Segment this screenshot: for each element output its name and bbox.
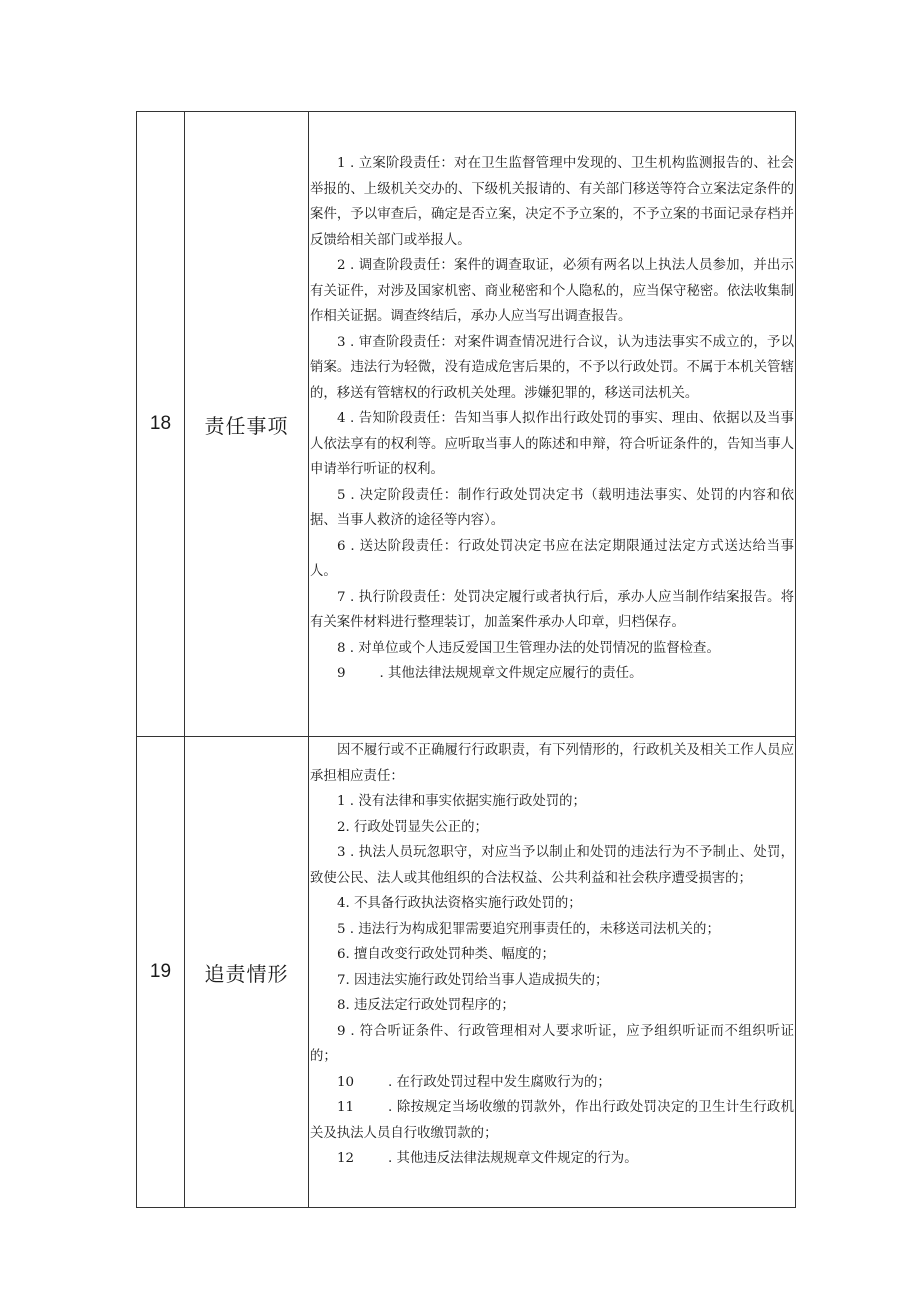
paragraph: 2. 行政处罚显失公正的； bbox=[337, 819, 488, 835]
paragraph: 因不履行或不正确履行行政职责，有下列情形的，行政机关及相关工作人员应承担相应责任： bbox=[310, 743, 794, 784]
row-title: 责任事项 bbox=[185, 112, 309, 737]
row-content bbox=[309, 112, 796, 737]
numbered-item bbox=[310, 1095, 794, 1146]
numbered-item bbox=[310, 1070, 794, 1096]
paragraph: 7 . 执行阶段责任：处罚决定履行或者执行后，承办人应当制作结案报告。将有关案件材料进行整理装订，加盖案件承办人印章，归档保存。 bbox=[310, 589, 794, 630]
paragraph: 7. 因违法实施行政处罚给当事人造成损失的； bbox=[337, 972, 609, 988]
responsibility-table bbox=[136, 111, 796, 1208]
item-number: 9 bbox=[337, 666, 346, 681]
paragraph: 4. 不具备行政执法资格实施行政处罚的； bbox=[337, 896, 582, 911]
paragraph: 1 . 立案阶段责任：对在卫生监督管理中发现的、卫生机构监测报告的、社会举报的、上级机关交办的、下级机关报请的、有关部门移送等符合立案法定条件的案件，予以审查后，确定是否立案，决定不予立案的，不予立案的书面记录存档并反馈给相关部门或举报人。 bbox=[310, 156, 794, 248]
table-row bbox=[137, 737, 796, 1208]
paragraph: 8. 违反法定行政处罚程序的； bbox=[337, 998, 515, 1013]
item-number: 12 bbox=[337, 1151, 355, 1166]
row-number: 19 bbox=[137, 737, 185, 1208]
paragraph: 3 . 执法人员玩忽职守，对应当予以制止和处罚的违法行为不予制止、处罚，致使公民、法人或其他组织的合法权益、公共利益和社会秩序遭受损害的； bbox=[310, 845, 794, 886]
item-text: . 在行政处罚过程中发生腐败行为的； bbox=[388, 1074, 611, 1090]
item-text: . 其他违反法律法规规章文件规定的行为。 bbox=[388, 1151, 638, 1166]
paragraph: 1 . 没有法律和事实依据实施行政处罚的； bbox=[337, 794, 586, 809]
item-number: 10 bbox=[337, 1074, 355, 1090]
paragraph: 3 . 审查阶段责任：对案件调查情况进行合议，认为违法事实不成立的，予以销案。违法行为轻微，没有造成危害后果的，不予以行政处罚。不属于本机关管辖的，移送有管辖权的行政机关处理。涉嫌犯罪的，移送司法机关。 bbox=[310, 334, 794, 401]
row-content bbox=[309, 737, 796, 1208]
paragraph: 9 . 符合听证条件、行政管理相对人要求听证，应予组织听证而不组织听证的； bbox=[310, 1023, 794, 1064]
table-row bbox=[137, 112, 796, 737]
paragraph: 8 . 对单位或个人违反爱国卫生管理办法的处罚情况的监督检查。 bbox=[337, 640, 720, 656]
numbered-item bbox=[310, 1146, 794, 1172]
paragraph: 5 . 决定阶段责任：制作行政处罚决定书（载明违法事实、处罚的内容和依据、当事人救济的途径等内容）。 bbox=[310, 487, 794, 528]
row-title: 追责情形 bbox=[185, 737, 309, 1208]
paragraph: 6. 擅自改变行政处罚种类、幅度的； bbox=[337, 947, 555, 962]
paragraph: 2 . 调查阶段责任：案件的调查取证，必须有两名以上执法人员参加，并出示有关证件，对涉及国家机密、商业秘密和个人隐私的，应当保守秘密。依法收集制作相关证据。调查终结后，承办人应当写出调查报告。 bbox=[310, 258, 794, 324]
row-number: 18 bbox=[137, 112, 185, 737]
paragraph: 6 . 送达阶段责任：行政处罚决定书应在法定期限通过法定方式送达给当事人。 bbox=[310, 538, 794, 579]
item-text: . 其他法律法规规章文件规定应履行的责任。 bbox=[379, 666, 643, 681]
paragraph: 4 . 告知阶段责任：告知当事人拟作出行政处罚的事实、理由、依据以及当事人依法享有的权利等。应听取当事人的陈述和申辩，符合听证条件的，告知当事人申请举行听证的权利。 bbox=[310, 411, 794, 477]
item-text: . 除按规定当场收缴的罚款外，作出行政处罚决定的卫生计生行政机关及执法人员自行收缴罚款的； bbox=[310, 1100, 794, 1141]
item-number: 11 bbox=[337, 1100, 355, 1115]
paragraph: 5 . 违法行为构成犯罪需要追究刑事责任的，未移送司法机关的； bbox=[337, 921, 720, 937]
numbered-item bbox=[310, 661, 794, 687]
